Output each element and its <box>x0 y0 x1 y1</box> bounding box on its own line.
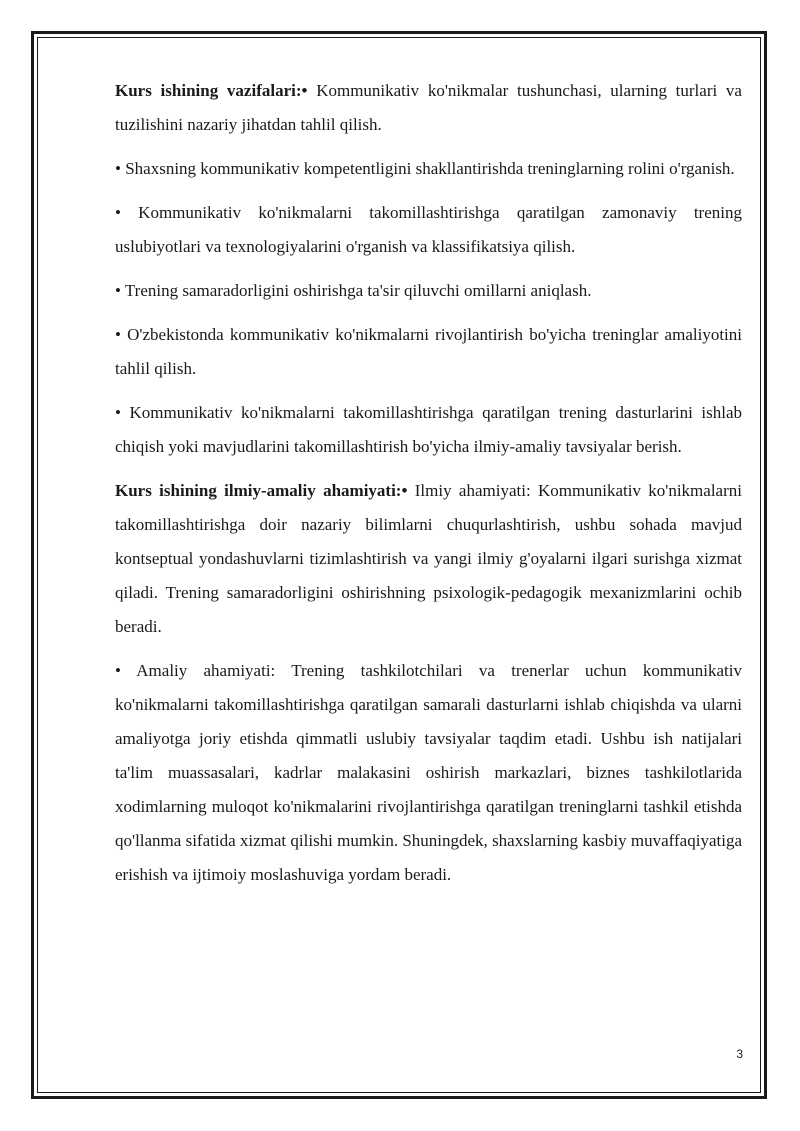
bullet-item-5: • Kommunikativ ko'nikmalarni takomillashtirishga qaratilgan trening dasturlarini ishlab chiqish yoki mavjudlarini takomillashtirish bo'yicha ilmiy-amaliy tavsiyalar berish. <box>115 403 742 456</box>
significance-heading: Kurs ishining ilmiy-amaliy ahamiyati:• <box>115 481 408 500</box>
document-body <box>115 74 742 902</box>
significance-paragraph <box>115 474 742 644</box>
tasks-heading: Kurs ishining vazifalari:• <box>115 81 308 100</box>
significance-intro: Ilmiy ahamiyati: Kommunikativ ko'nikmalarni takomillashtirishga doir nazariy bilimlarni chuqurlashtirish, ushbu sohada mavjud kontseptual yondashuvlarni tizimlashtirish va yangi ilmiy g'oyalarni ilgari surishga xizmat qiladi. Trening samaradorligini oshirishning psixologik-pedagogik mexanizmlarini ochib beradi. <box>115 481 742 636</box>
bullet-item-2: • Kommunikativ ko'nikmalarni takomillashtirishga qaratilgan zamonaviy trening uslubiyotlari va texnologiyalarini o'rganish va klassifikatsiya qilish. <box>115 203 742 256</box>
practical-significance-paragraph: • Amaliy ahamiyati: Trening tashkilotchilari va trenerlar uchun kommunikativ ko'nikmalarni takomillashtirishga qaratilgan samarali dasturlarni ishlab chiqishda va ularni amaliyotga joriy etishda qimmatli uslubiy tavsiyalar taqdim etadi. Ushbu ish natijalari ta'lim muassasalari, kadrlar malakasini oshirish markazlari, biznes tashkilotlarida xodimlarning muloqot ko'nikmalarini rivojlantirishga qaratilgan treninglarni tashkil etishda qo'llanma sifatida xizmat qilishi mumkin. Shuningdek, shaxslarning kasbiy muvaffaqiyatiga erishish va ijtimoiy moslashuviga yordam beradi. <box>115 661 742 884</box>
tasks-intro: Kommunikativ ko'nikmalar tushunchasi, ularning turlari va tuzilishini nazariy jihatdan tahlil qilish. <box>115 81 742 134</box>
page-number: 3 <box>736 1047 743 1061</box>
bullet-item-3: • Trening samaradorligini oshirishga ta'sir qiluvchi omillarni aniqlash. <box>115 281 592 300</box>
bullet-item-4: • O'zbekistonda kommunikativ ko'nikmalarni rivojlantirish bo'yicha treninglar amaliyotini tahlil qilish. <box>115 325 742 378</box>
bullet-item-1: • Shaxsning kommunikativ kompetentligini shakllantirishda treninglarning rolini o'rganish. <box>115 159 735 178</box>
tasks-paragraph <box>115 74 742 142</box>
